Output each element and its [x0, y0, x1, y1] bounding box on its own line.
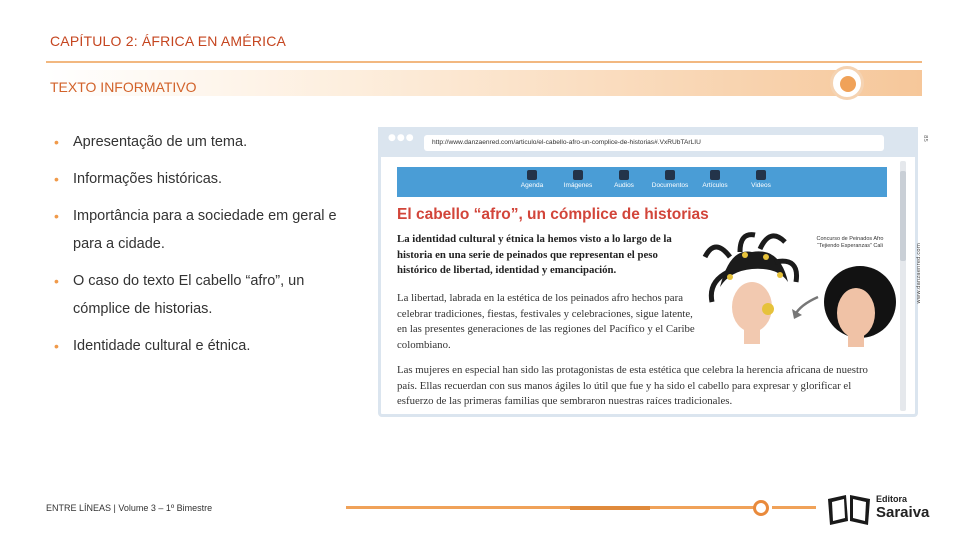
music-note-icon	[619, 170, 629, 180]
agenda-icon	[527, 170, 537, 180]
video-icon	[756, 170, 766, 180]
footer-rule	[346, 506, 760, 509]
header-rule	[46, 61, 922, 63]
footer-text: ENTRE LÍNEAS | Volume 3 – 1º Bimestre	[46, 503, 213, 513]
bullet-icon: •	[54, 134, 59, 150]
chapter-title: CAPÍTULO 2: ÁFRICA EN AMÉRICA	[50, 33, 287, 49]
bullet-icon: •	[54, 208, 59, 224]
article-paragraph: La libertad, labrada en la estética de los peinados afro hechos para celebrar tradiciones, fiestas, festivales y celebraciones, sigue latente, en las presentes generaciones de las regiones del Pacífico y el Caribe colombiano.	[397, 292, 695, 351]
logo-small-text: Editora	[876, 494, 908, 504]
decorative-circle-icon	[830, 66, 864, 100]
url-field: http://www.danzaenred.com/articulo/el-cabello-afro-un-complice-de-historias#.VxRUbTArLIU	[424, 135, 884, 151]
list-item: • Informações históricas.	[50, 165, 350, 193]
site-nav	[397, 167, 887, 197]
bullet-list	[50, 128, 350, 369]
article-lead: La identidad cultural y étnica la hemos visto a lo largo de la historia en una serie de peinados que representan el peso histórico de libertad, identidad y emancipación.	[397, 233, 672, 276]
list-item: • Apresentação de um tema.	[50, 128, 350, 156]
bullet-icon: •	[54, 338, 59, 354]
document-icon	[710, 170, 720, 180]
side-number: 85	[922, 135, 928, 142]
browser-scrollbar	[900, 161, 906, 411]
browser-screenshot	[378, 127, 928, 423]
folder-icon	[665, 170, 675, 180]
images-icon	[573, 170, 583, 180]
nav-documentos: Documentos	[645, 169, 695, 189]
window-dots-icon: ●●●	[388, 133, 415, 143]
bullet-icon: •	[54, 273, 59, 289]
image-caption: Concurso de Peinados Afro “Tejiendo Esperanzas” Cali	[816, 236, 884, 249]
list-item: • Importância para a sociedade em geral e para a cidade.	[50, 202, 350, 258]
footer-rule-accent	[570, 506, 650, 510]
list-item: • O caso do texto El cabello “afro”, un cómplice de historias.	[50, 267, 350, 323]
footer-rule-end	[772, 506, 816, 509]
browser-toolbar	[378, 127, 918, 157]
list-item: • Identidade cultural e étnica.	[50, 332, 350, 360]
nav-agenda: Agenda	[507, 169, 557, 189]
nav-videos: Videos	[736, 169, 786, 189]
nav-audios: Audios	[599, 169, 649, 189]
nav-articulos: Artículos	[690, 169, 740, 189]
article-paragraph: Las mujeres en especial han sido las protagonistas de esta estética que celebra la herencia africana de nuestro país. Ellas recuerdan con sus manos ágiles lo útil que fue y ha sido el cabello para expresar y glorificar el esfuerzo de las primeras familias que sembraron nuestras raíces tradicionales.	[397, 364, 868, 407]
bullet-icon: •	[54, 171, 59, 187]
nav-imagenes: Imágenes	[553, 169, 603, 189]
logo-big-text: Saraiva	[876, 504, 930, 521]
footer-ring-icon	[753, 500, 769, 516]
article-title: El cabello “afro”, un cómplice de historias	[397, 206, 709, 223]
book-icon	[826, 493, 872, 527]
publisher-logo	[826, 493, 946, 527]
section-label: TEXTO INFORMATIVO	[50, 79, 197, 95]
image-credit: www.danzaenred.com	[916, 243, 922, 304]
